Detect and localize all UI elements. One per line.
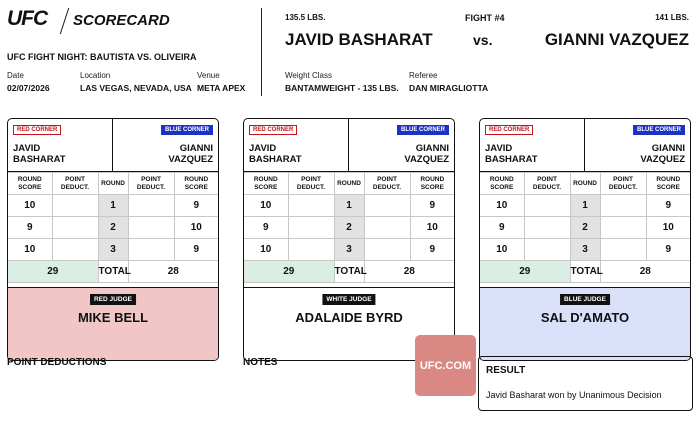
- referee-label: Referee: [409, 71, 438, 80]
- round-row: [244, 239, 454, 261]
- fighters-divider: [584, 119, 585, 171]
- round-number: 3: [570, 239, 600, 261]
- red-fighter-first: JAVID: [249, 143, 277, 154]
- date-label: Date: [7, 71, 24, 80]
- round-row: [244, 217, 454, 239]
- fighter1-name: JAVID BASHARAT: [285, 30, 433, 49]
- score-table: [244, 172, 454, 283]
- score-table-header: [480, 173, 690, 195]
- logo-divider: [60, 8, 69, 34]
- score-table: [8, 172, 218, 283]
- red-point-deduct: [524, 217, 570, 239]
- score-table-header: [244, 173, 454, 195]
- round-number: 2: [570, 217, 600, 239]
- red-point-deduct: [288, 239, 334, 261]
- blue-point-deduct: [128, 195, 174, 217]
- header-divider: [261, 8, 262, 96]
- red-fighter-last: BASHARAT: [485, 154, 538, 165]
- round-number: 3: [98, 239, 128, 261]
- round-number: 1: [98, 195, 128, 217]
- blue-point-deduct: [364, 195, 410, 217]
- col-point-deduct: POINT DEDUCT.: [52, 173, 98, 195]
- total-label: TOTAL: [334, 261, 364, 283]
- col-point-deduct: POINT DEDUCT.: [524, 173, 570, 195]
- blue-round-score: 9: [646, 239, 690, 261]
- blue-total: 28: [128, 261, 218, 283]
- date-value: 02/07/2026: [7, 83, 50, 93]
- fighters-divider: [112, 119, 113, 171]
- vs-label: vs.: [473, 32, 493, 48]
- judge-tag: WHITE JUDGE: [322, 294, 375, 305]
- score-table-header: [8, 173, 218, 195]
- notes-heading: NOTES: [243, 357, 278, 368]
- red-round-score: 9: [244, 217, 288, 239]
- judge-card: [243, 118, 455, 361]
- red-corner-badge: RED CORNER: [13, 125, 61, 135]
- ufc-logo: UFC: [7, 7, 48, 30]
- blue-fighter-last: VAZQUEZ: [168, 154, 213, 165]
- score-table: [480, 172, 690, 283]
- round-row: [244, 195, 454, 217]
- blue-total: 28: [364, 261, 454, 283]
- judge-tag: RED JUDGE: [90, 294, 136, 305]
- fighters-header: [244, 119, 454, 172]
- round-row: [8, 239, 218, 261]
- blue-corner-badge: BLUE CORNER: [397, 125, 449, 135]
- blue-fighter-first: GIANNI: [179, 143, 213, 154]
- red-fighter-name: [249, 143, 302, 165]
- point-deductions-heading: POINT DEDUCTIONS: [7, 357, 107, 368]
- blue-point-deduct: [600, 195, 646, 217]
- round-row: [8, 217, 218, 239]
- blue-fighter-name: [640, 143, 685, 165]
- fight-number: FIGHT #4: [465, 13, 505, 23]
- blue-point-deduct: [128, 239, 174, 261]
- round-row: [480, 217, 690, 239]
- red-round-score: 10: [480, 195, 524, 217]
- judge-card: [7, 118, 219, 361]
- blue-fighter-name: [168, 143, 213, 165]
- fighters-header: [480, 119, 690, 172]
- venue-value: META APEX: [197, 83, 246, 93]
- col-point-deduct: POINT DEDUCT.: [600, 173, 646, 195]
- fighters-header: [8, 119, 218, 172]
- round-row: [8, 195, 218, 217]
- fighter2-name: GIANNI VAZQUEZ: [544, 30, 689, 49]
- total-label: TOTAL: [570, 261, 600, 283]
- red-round-score: 10: [244, 239, 288, 261]
- blue-round-score: 9: [174, 239, 218, 261]
- scorecard-title: SCORECARD: [73, 12, 170, 29]
- red-total: 29: [480, 261, 570, 283]
- referee-value: DAN MIRAGLIOTTA: [409, 83, 489, 93]
- col-point-deduct: POINT DEDUCT.: [128, 173, 174, 195]
- total-row: [244, 261, 454, 283]
- red-point-deduct: [52, 195, 98, 217]
- blue-round-score: 10: [410, 217, 454, 239]
- red-point-deduct: [288, 195, 334, 217]
- col-round: ROUND: [98, 173, 128, 195]
- judge-card: [479, 118, 691, 361]
- judge-section: [8, 287, 218, 361]
- fighter2-weight: 141 LBS.: [655, 13, 689, 22]
- red-total: 29: [244, 261, 334, 283]
- round-row: [480, 239, 690, 261]
- col-point-deduct: POINT DEDUCT.: [364, 173, 410, 195]
- col-round: ROUND: [570, 173, 600, 195]
- result-label: RESULT: [486, 365, 526, 376]
- red-round-score: 9: [480, 217, 524, 239]
- col-round-score: ROUND SCORE: [480, 173, 524, 195]
- blue-round-score: 9: [174, 195, 218, 217]
- round-number: 2: [334, 217, 364, 239]
- red-fighter-last: BASHARAT: [249, 154, 302, 165]
- round-number: 3: [334, 239, 364, 261]
- blue-round-score: 9: [410, 239, 454, 261]
- col-point-deduct: POINT DEDUCT.: [288, 173, 334, 195]
- location-label: Location: [80, 71, 111, 80]
- red-fighter-first: JAVID: [13, 143, 41, 154]
- location-value: LAS VEGAS, NEVADA, USA: [80, 83, 192, 93]
- weight-class-label: Weight Class: [285, 71, 332, 80]
- total-row: [8, 261, 218, 283]
- weight-class-value: BANTAMWEIGHT - 135 LBS.: [285, 83, 399, 93]
- fighters-divider: [348, 119, 349, 171]
- event-name: UFC FIGHT NIGHT: BAUTISTA VS. OLIVEIRA: [7, 52, 197, 62]
- red-point-deduct: [52, 217, 98, 239]
- blue-fighter-last: VAZQUEZ: [404, 154, 449, 165]
- judge-name: SAL D'AMATO: [540, 310, 630, 325]
- red-point-deduct: [52, 239, 98, 261]
- round-number: 1: [570, 195, 600, 217]
- judge-name: MIKE BELL: [77, 310, 149, 325]
- venue-label: Venue: [197, 71, 220, 80]
- blue-total: 28: [600, 261, 690, 283]
- result-text: Javid Basharat won by Unanimous Decision: [486, 390, 662, 400]
- red-fighter-name: [13, 143, 66, 165]
- col-round-score: ROUND SCORE: [8, 173, 52, 195]
- blue-point-deduct: [364, 217, 410, 239]
- col-round-score: ROUND SCORE: [410, 173, 454, 195]
- round-number: 2: [98, 217, 128, 239]
- round-number: 1: [334, 195, 364, 217]
- blue-fighter-name: [404, 143, 449, 165]
- col-round-score: ROUND SCORE: [244, 173, 288, 195]
- blue-point-deduct: [600, 217, 646, 239]
- red-fighter-first: JAVID: [485, 143, 513, 154]
- red-total: 29: [8, 261, 98, 283]
- judge-tag: BLUE JUDGE: [560, 294, 610, 305]
- blue-point-deduct: [600, 239, 646, 261]
- blue-corner-badge: BLUE CORNER: [161, 125, 213, 135]
- red-round-score: 10: [480, 239, 524, 261]
- red-round-score: 10: [8, 195, 52, 217]
- col-round-score: ROUND SCORE: [646, 173, 690, 195]
- col-round-score: ROUND SCORE: [174, 173, 218, 195]
- red-round-score: 10: [244, 195, 288, 217]
- blue-round-score: 9: [646, 195, 690, 217]
- fighter1-weight: 135.5 LBS.: [285, 13, 326, 22]
- red-fighter-last: BASHARAT: [13, 154, 66, 165]
- blue-point-deduct: [364, 239, 410, 261]
- blue-round-score: 9: [410, 195, 454, 217]
- red-point-deduct: [288, 217, 334, 239]
- red-point-deduct: [524, 195, 570, 217]
- result-box: [478, 356, 693, 411]
- total-row: [480, 261, 690, 283]
- judge-name: ADALAIDE BYRD: [295, 310, 403, 325]
- col-round: ROUND: [334, 173, 364, 195]
- blue-fighter-first: GIANNI: [415, 143, 449, 154]
- blue-fighter-last: VAZQUEZ: [640, 154, 685, 165]
- blue-fighter-first: GIANNI: [651, 143, 685, 154]
- blue-round-score: 10: [646, 217, 690, 239]
- blue-point-deduct: [128, 217, 174, 239]
- red-corner-badge: RED CORNER: [249, 125, 297, 135]
- ufc-com-link[interactable]: UFC.COM: [415, 335, 476, 396]
- red-point-deduct: [524, 239, 570, 261]
- blue-round-score: 10: [174, 217, 218, 239]
- judge-section: [480, 287, 690, 361]
- blue-corner-badge: BLUE CORNER: [633, 125, 685, 135]
- red-round-score: 9: [8, 217, 52, 239]
- red-fighter-name: [485, 143, 538, 165]
- red-round-score: 10: [8, 239, 52, 261]
- round-row: [480, 195, 690, 217]
- red-corner-badge: RED CORNER: [485, 125, 533, 135]
- total-label: TOTAL: [98, 261, 128, 283]
